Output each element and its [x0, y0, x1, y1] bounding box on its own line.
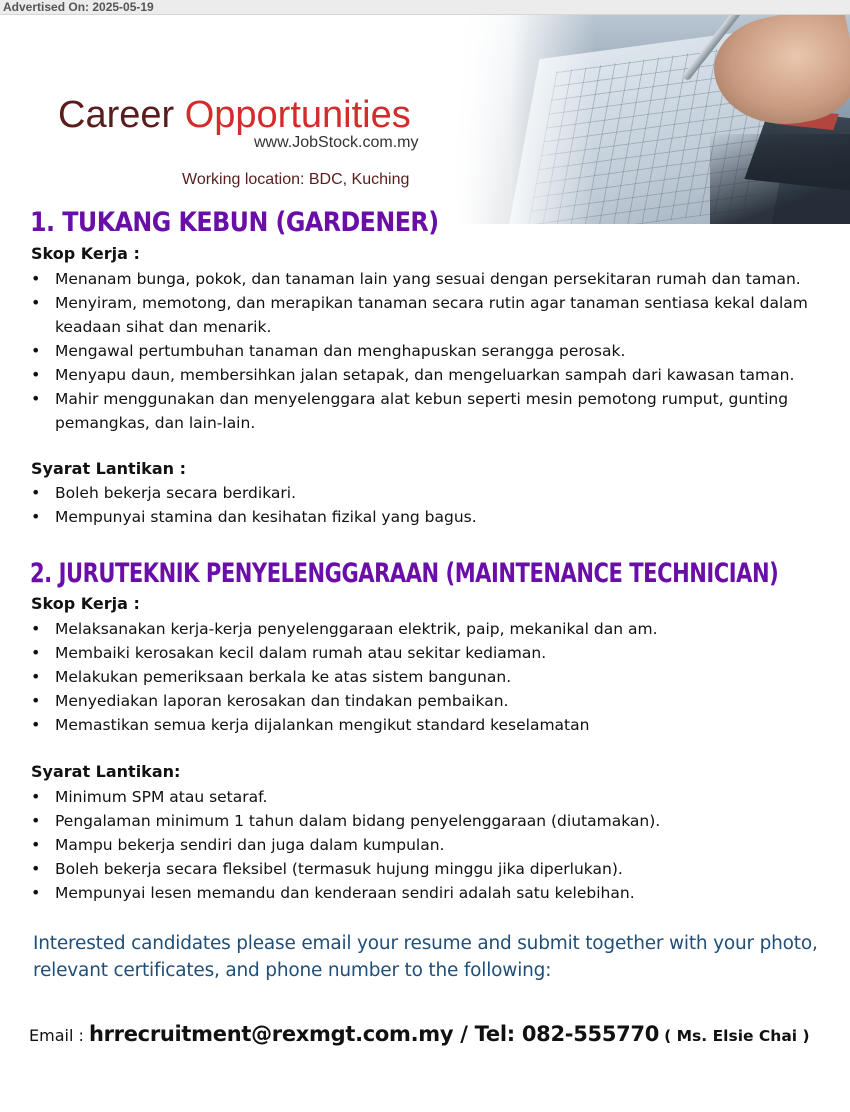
- brand-word-career: Career: [58, 94, 175, 136]
- list-item: • Mahir menggunakan dan menyelenggara alat kebun seperti mesin pemotong rumput, gunting pemangkas, dan lain-lain.: [31, 387, 841, 435]
- requirements-list-gardener: [31, 481, 841, 529]
- application-instructions: Interested candidates please email your resume and submit together with your photo, relevant certificates, and phone number to the following:: [33, 933, 818, 981]
- list-item: • Menyiram, memotong, dan merapikan tanaman secara rutin agar tanaman sentiasa kekal dalam keadaan sihat dan menarik.: [31, 291, 841, 339]
- contact-line: [29, 1022, 810, 1046]
- list-item: • Boleh bekerja secara fleksibel (termasuk hujung minggu jika diperlukan).: [31, 857, 841, 881]
- brand-word-opportunities: Opportunities: [184, 94, 411, 136]
- photo-shadow: [710, 134, 850, 224]
- list-item: • Mengawal pertumbuhan tanaman dan menghapuskan serangga perosak.: [31, 339, 841, 363]
- list-item: • Pengalaman minimum 1 tahun dalam bidang penyelenggaraan (diutamakan).: [31, 809, 841, 833]
- requirements-label-gardener: Syarat Lantikan :: [31, 459, 186, 478]
- scope-list-technician: [31, 617, 841, 737]
- list-item: • Memastikan semua kerja dijalankan mengikut standard keselamatan: [31, 713, 841, 737]
- list-item: • Membaiki kerosakan kecil dalam rumah atau sekitar kediaman.: [31, 641, 841, 665]
- list-item: • Mempunyai lesen memandu dan kenderaan sendiri adalah satu kelebihan.: [31, 881, 841, 905]
- email-and-phone[interactable]: hrrecruitment@rexmgt.com.my / Tel: 082-555770: [88, 1022, 660, 1046]
- photo-fade: [455, 15, 595, 224]
- working-location: Working location: BDC, Kuching: [182, 171, 410, 188]
- list-item: • Menanam bunga, pokok, dan tanaman lain yang sesuai dengan persekitaran rumah dan taman.: [31, 267, 841, 291]
- list-item: • Menyediakan laporan kerosakan dan tindakan pembaikan.: [31, 689, 841, 713]
- list-item: • Melaksanakan kerja-kerja penyelenggaraan elektrik, paip, mekanikal dan am.: [31, 617, 841, 641]
- list-item: • Mampu bekerja sendiri dan juga dalam kumpulan.: [31, 833, 841, 857]
- list-item: • Mempunyai stamina dan kesihatan fizikal yang bagus.: [31, 505, 841, 529]
- scope-label-technician: Skop Kerja :: [31, 594, 140, 613]
- website-url: www.JobStock.com.my: [254, 134, 419, 151]
- brand-heading: [58, 93, 438, 137]
- scope-label-gardener: Skop Kerja :: [31, 244, 140, 263]
- contact-person: ( Ms. Elsie Chai ): [664, 1027, 810, 1045]
- list-item: • Melakukan pemeriksaan berkala ke atas sistem bangunan.: [31, 665, 841, 689]
- list-item: • Boleh bekerja secara berdikari.: [31, 481, 841, 505]
- job-title-maintenance-technician: 2. JURUTEKNIK PENYELENGGARAAN (MAINTENANCE TECHNICIAN): [30, 558, 779, 589]
- email-label: Email :: [29, 1026, 84, 1045]
- list-item: • Minimum SPM atau setaraf.: [31, 785, 841, 809]
- header-photo: [455, 15, 850, 224]
- requirements-list-technician: [31, 785, 841, 905]
- requirements-label-technician: Syarat Lantikan:: [31, 762, 181, 781]
- job-title-gardener: 1. TUKANG KEBUN (GARDENER): [30, 207, 439, 238]
- advertised-date: Advertised On: 2025-05-19: [0, 0, 850, 15]
- list-item: • Menyapu daun, membersihkan jalan setapak, dan mengeluarkan sampah dari kawasan taman.: [31, 363, 841, 387]
- scope-list-gardener: [31, 267, 841, 435]
